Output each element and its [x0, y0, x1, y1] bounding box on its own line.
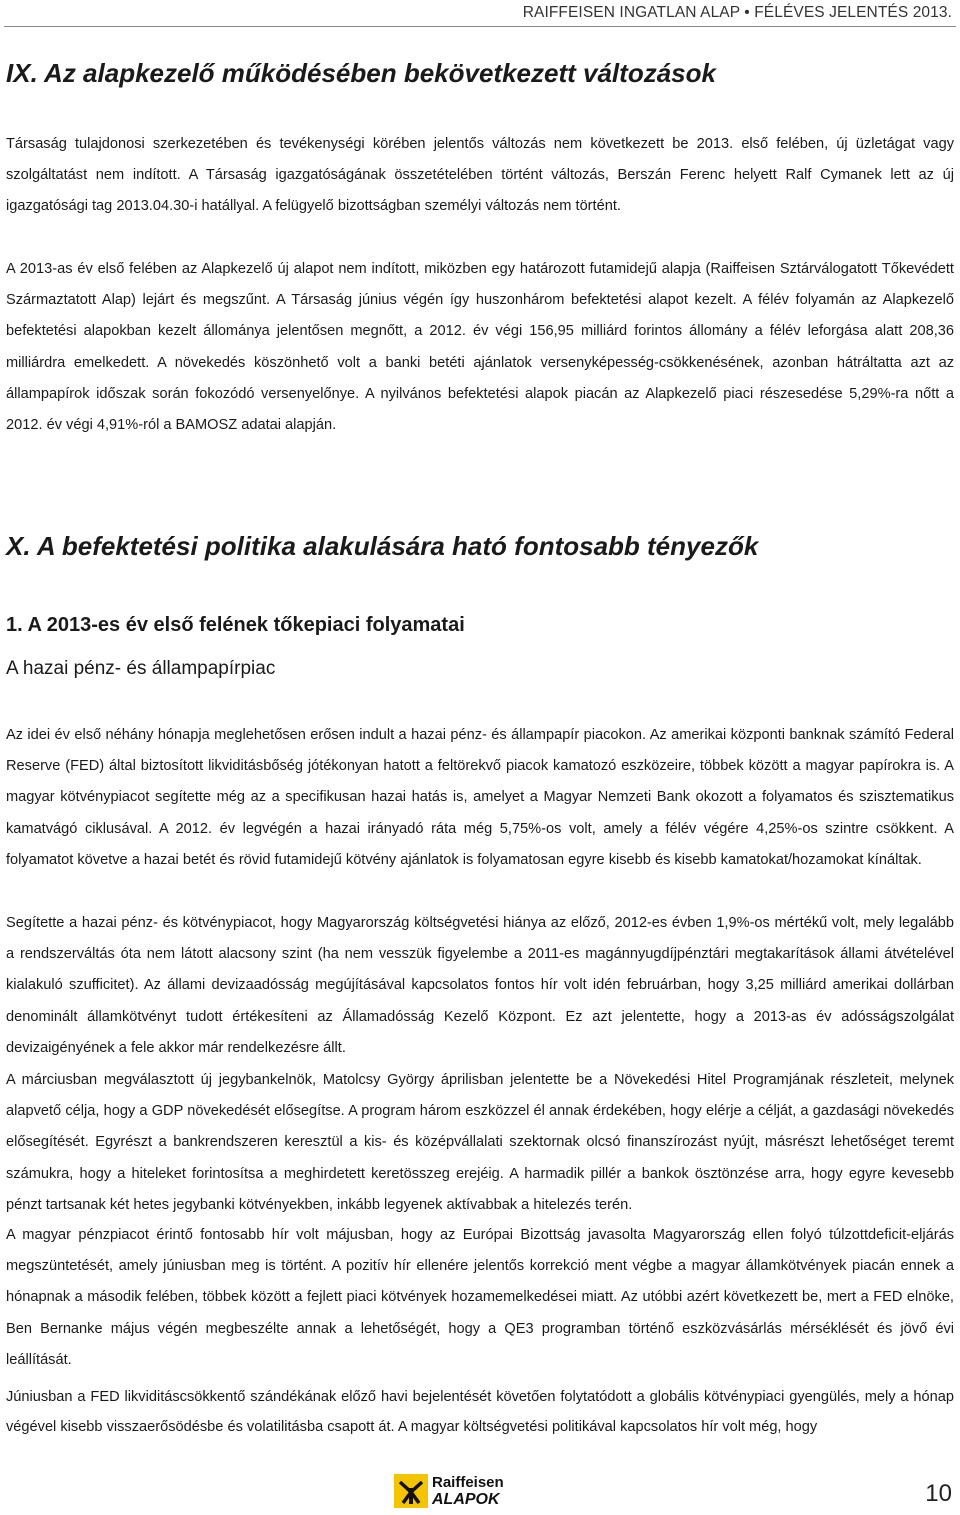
subsection-title: 1. A 2013-es év első felének tőkepiaci folyamatai	[6, 614, 465, 636]
logo-name: Raiffeisen	[432, 1474, 504, 1491]
raiffeisen-logo	[394, 1474, 524, 1514]
subsubsection-title: A hazai pénz- és állampapírpiac	[6, 658, 276, 679]
section-x-title: X. A befektetési politika alakulására ható fontosabb tényezők	[6, 531, 759, 561]
raiffeisen-gable-icon	[394, 1474, 428, 1508]
paragraph-ownership: Társaság tulajdonosi szerkezetében és tevékenységi körében jelentős változás nem következett be 2013. első felében, új üzletágat vagy szolgáltatást nem indított. A Társaság igazgatóságának összetételében történt változás, Berszán Ferenc helyett Ralf Cymanek lett az új igazgatósági tag 2013.04.30-i hatállyal. A felügyelő bizottságban személyi változás nem történt.	[6, 136, 954, 215]
logo-sub: ALAPOK	[432, 1491, 500, 1508]
paragraph-june: Júniusban a FED likviditáscsökkentő szándékának előző havi bejelentését követően folytatódott a globális kötvénypiaci gyengülés, mely a hónap végével kisebb visszaerősödésbe és volatilitásba csapott át. A magyar költségvetési politikával kapcsolatos hír volt még, hogy	[6, 1389, 954, 1435]
running-header	[0, 0, 960, 32]
paragraph-budget: Segítette a hazai pénz- és kötvénypiacot, hogy Magyarország költségvetési hiánya az előző, 2012-es évben 1,9%-os mértékű volt, mely legalább a rendszerváltás óta nem látott alacsony szint (ha nem vesszük figyelembe a 2011-es magánnyugdíjpénztári megtakarítások állami átvételével kialakuló szufficitet). Az állami devizaadósság megújításával kapcsolatos fontos hír volt idén februárban, hogy 3,25 milliárd amerikai dollárban denominált államkötvényt tudott értékesíteni az Államadósság Kezelő Központ. Ez azt jelentette, hogy a 2013-as év adósságszolgálat devizaigényének a fele akkor már rendelkezésre állt.	[6, 915, 954, 1056]
page-number: 10	[925, 1480, 952, 1507]
paragraph-eu-procedure: A magyar pénzpiacot érintő fontosabb hír volt májusban, hogy az Európai Bizottság javasolta Magyarország ellen folyó túlzottdeficit-eljárás megszüntetését, amely júniusban meg is történt. A pozitív hír ellenére jelentős korrekció ment végbe a magyar államkötvények piacán ennek a hónapnak a második felében, többek között a fejlett piaci kötvények hozamemelkedései miatt. Az utóbbi azért következett be, mert a FED elnöke, Ben Bernanke május végén megbeszélte annak a lehetőségét, hogy a QE3 programban történő eszközvásárlás mérséklését és jövő évi leállítását.	[6, 1227, 954, 1368]
section-ix-title: IX. Az alapkezelő működésében bekövetkezett változások	[6, 58, 716, 88]
header-text: RAIFFEISEN INGATLAN ALAP • FÉLÉVES JELENTÉS 2013.	[522, 4, 952, 21]
paragraph-central-bank: A márciusban megválasztott új jegybankelnök, Matolcsy György áprilisban jelentette be a Növekedési Hitel Programjának részleteit, melynek alapvető célja, hogy a GDP növekedését elősegítse. A program három eszközzel él annak érdekében, hogy elérje a célját, a gazdasági növekedés elősegítését. Egyrészt a bankrendszeren keresztül a kis- és középvállalati szektornak olcsó finanszírozást nyújt, másrészt lehetőséget teremt számukra, hogy a hiteleket forintosítsa a meghirdetett keretösszeg erejéig. A harmadik pillér a bankok ösztönzése arra, hogy egyre kevesebb pénzt tartsanak két hetes jegybanki kötvényekben, inkább legyenek aktívabbak a hitelezés terén.	[6, 1072, 954, 1213]
paragraph-funds: A 2013-as év első felében az Alapkezelő új alapot nem indított, miközben egy határozott futamidejű alapja (Raiffeisen Sztárválogatott Tőkevédett Származtatott Alap) lejárt és megszűnt. A Társaság június végén így huszonhárom befektetési alapot kezelt. A félév folyamán az Alapkezelő befektetési alapokban kezelt állománya jelentősen megnőtt, a 2012. év végi 156,95 milliárd forintos állomány a félév leforgása alatt 208,36 milliárdra emelkedett. A növekedés köszönhető volt a banki betéti ajánlatok versenyképesség-csökkenésének, azonban hátráltatta azt az állampapírok időszak során fokozódó versenyelőnye. A nyilvános befektetési alapok piacán az Alapkezelő piaci részesedése 5,29%-ra nőtt a 2012. év végi 4,91%-ról a BAMOSZ adatai alapján.	[6, 261, 954, 434]
paragraph-market-start: Az idei év első néhány hónapja meglehetősen erősen indult a hazai pénz- és állampapír piacokon. Az amerikai központi banknak számító Federal Reserve (FED) által biztosított likviditásbőség jótékonyan hatott a feltörekvő piacok kamatozó eszközeire, többek között a magyar papírokra is. A magyar kötvénypiacot segítette még az a specifikusan hazai hatás is, amelyet a Magyar Nemzeti Bank okozott a folyamatos és szisztematikus kamatvágó ciklusával. A 2012. év legvégén a hazai irányadó ráta még 5,75%-os volt, amely a félév végére 4,25%-os szintre csökkent. A folyamatot követve a hazai betét és rövid futamidejű kötvény ajánlatok is folyamatosan egyre kisebb és kisebb kamatokat/hozamokat kínáltak.	[6, 727, 954, 868]
header-divider	[4, 26, 956, 27]
